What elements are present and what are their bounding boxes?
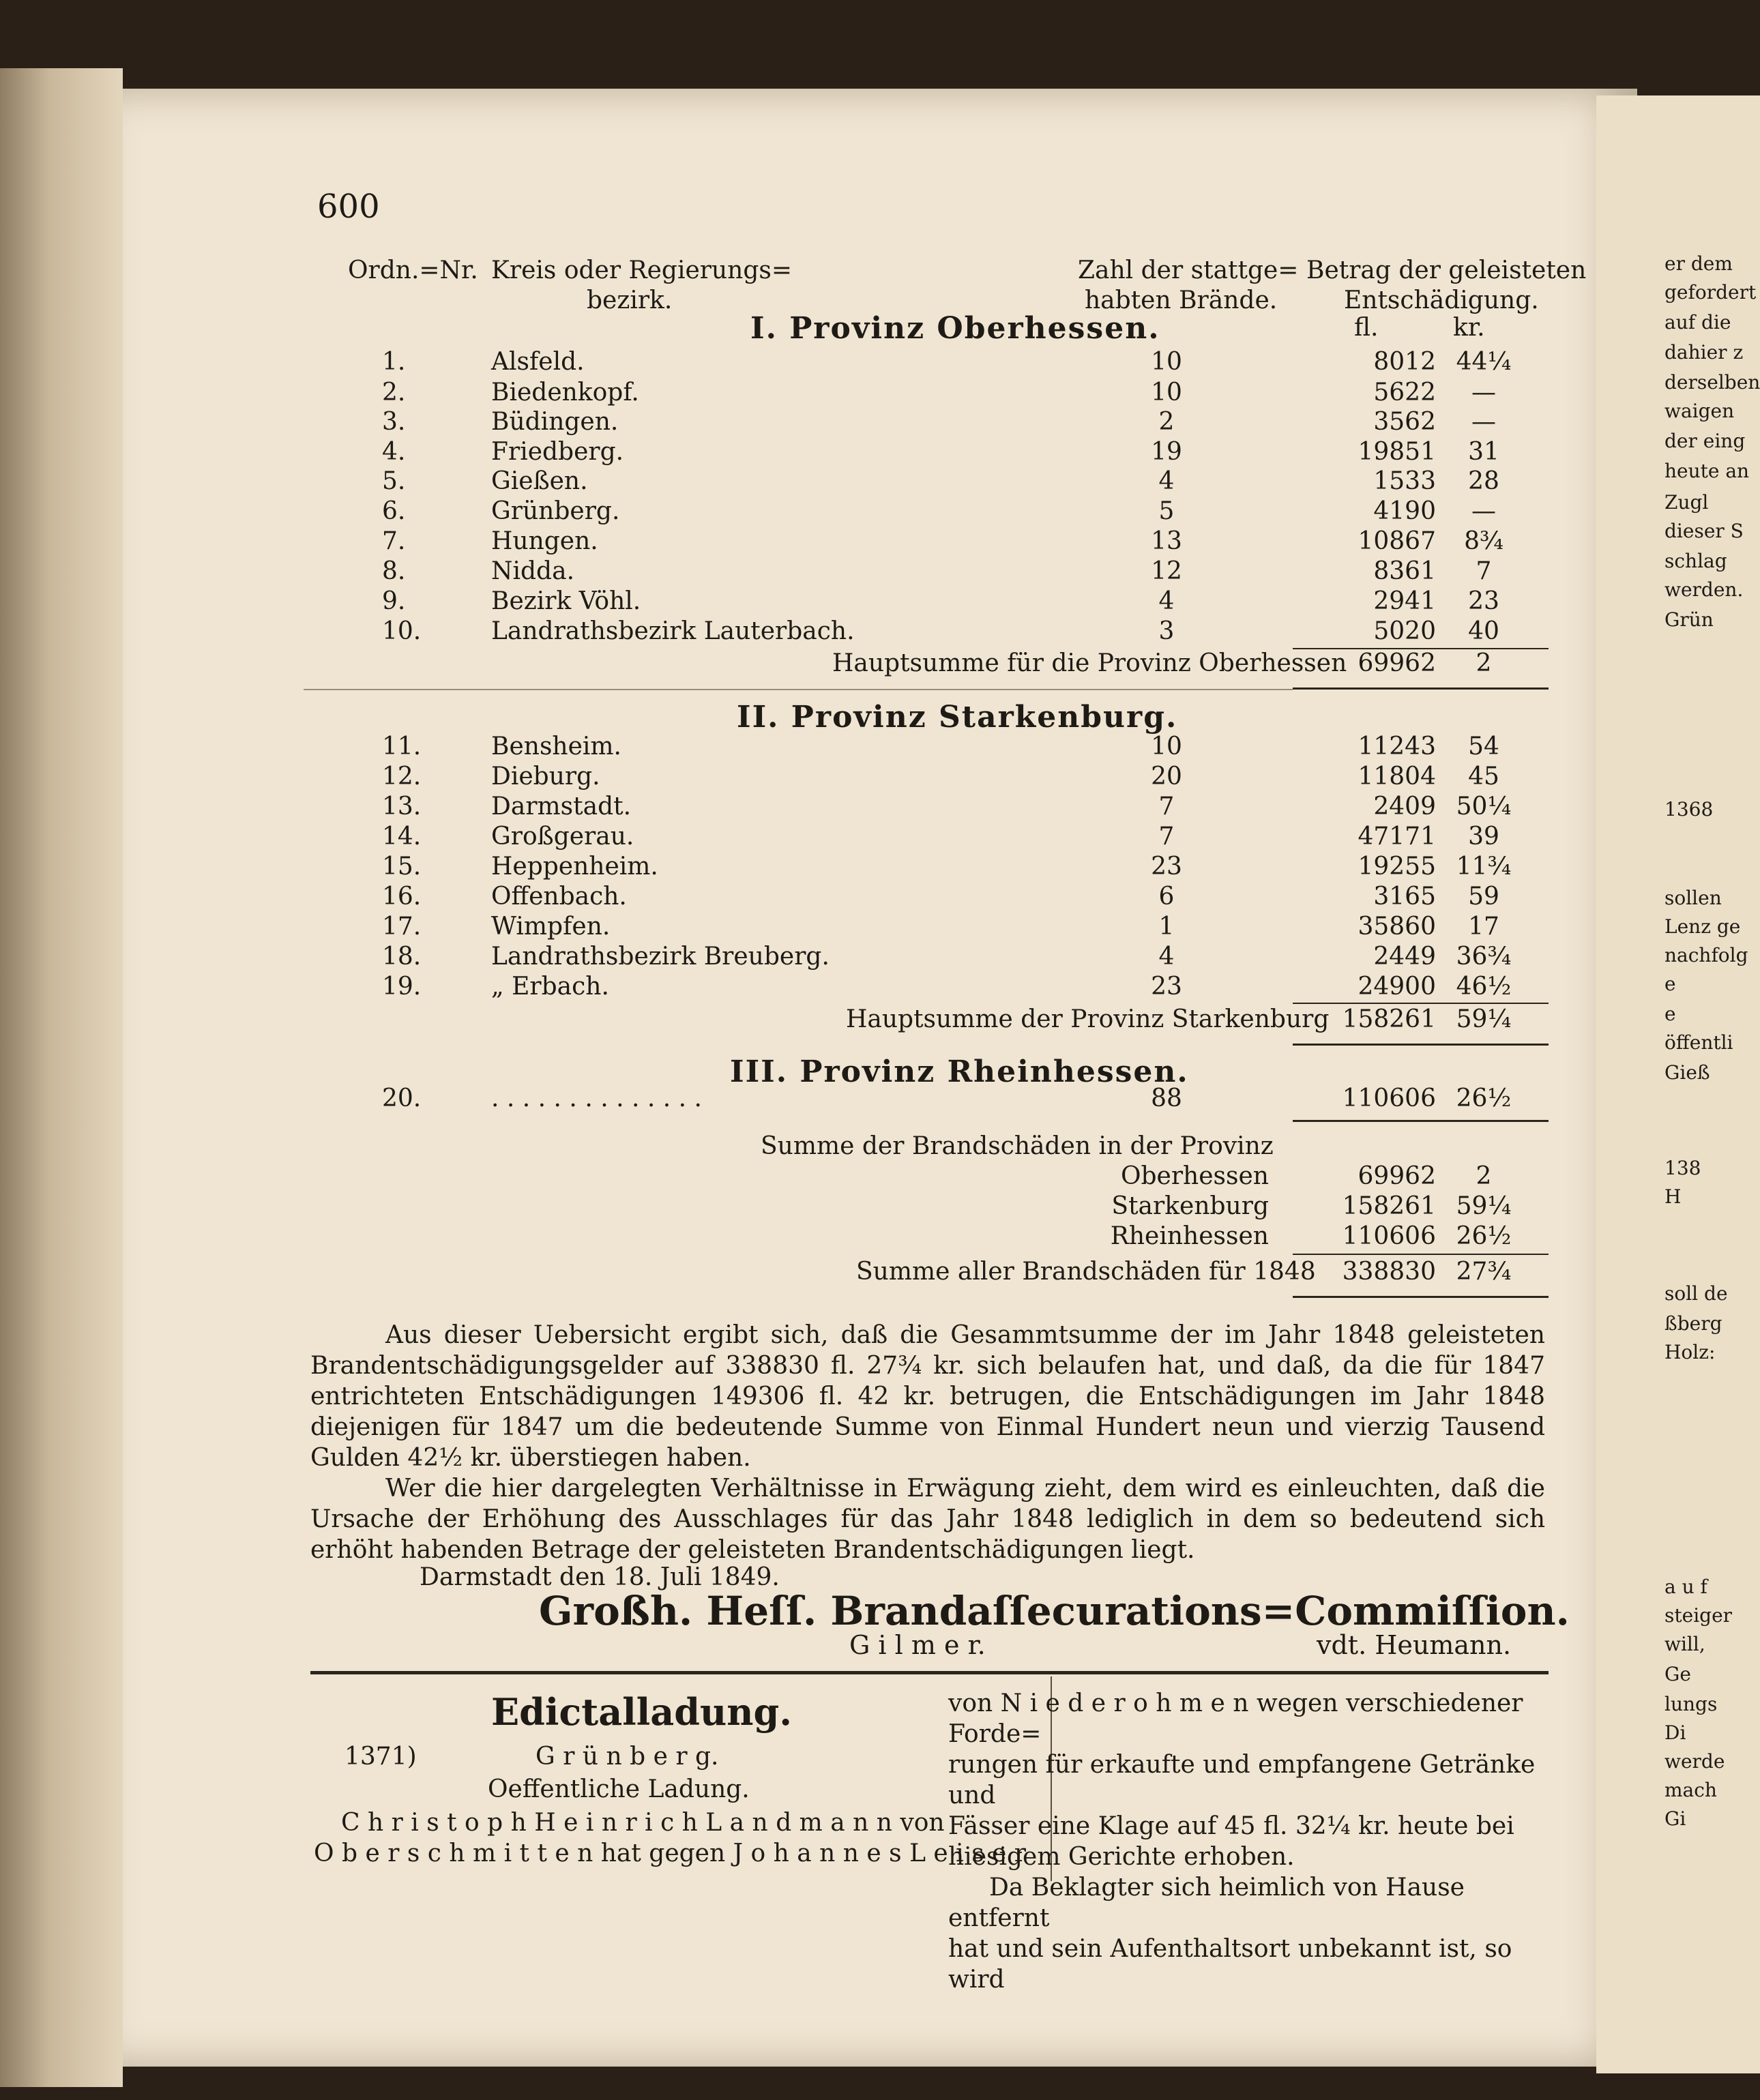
row-district: . . . . . . . . . . . . . . — [491, 1084, 702, 1112]
edict-right-line: hat und sein Aufenthaltsort unbekannt ist, so wird — [948, 1935, 1512, 1994]
row-amount-kr: 36¾ — [1456, 943, 1512, 971]
edict-place: G r ü n b e r g. — [536, 1743, 719, 1771]
row-number: 13. — [382, 793, 422, 820]
row-district: Grünberg. — [491, 497, 620, 525]
table-row — [0, 587, 1760, 617]
row-amount-fl: 3165 — [1373, 883, 1436, 911]
table-row — [0, 408, 1760, 438]
row-amount-fl: 8361 — [1373, 557, 1436, 585]
row-number: 16. — [382, 883, 422, 911]
row-fire-count: 4 — [1158, 587, 1175, 615]
summary-fl: 158261 — [1342, 1192, 1436, 1220]
total-label-starkenburg: Hauptsumme der Provinz Starkenburg — [846, 1005, 1330, 1033]
row-amount-kr: 23 — [1468, 587, 1499, 615]
row-number: 7. — [382, 527, 406, 555]
row-number: 9. — [382, 587, 406, 615]
facing-page-fragment: Di — [1664, 1721, 1686, 1744]
signer-gilmer: G i l m e r. — [849, 1630, 986, 1660]
rule — [1293, 1120, 1549, 1122]
table-row — [0, 1084, 1760, 1114]
rule — [1293, 1296, 1549, 1298]
summary-kr: 59¼ — [1456, 1192, 1512, 1220]
row-amount-kr: 46½ — [1456, 973, 1512, 1001]
row-amount-kr: 7 — [1476, 557, 1492, 585]
province-title-oberhessen: I. Provinz Oberhessen. — [750, 311, 1160, 346]
paragraph-conclusion: Wer die hier dargelegten Verhältnisse in Erwägung zieht, dem wird es einleuchten, daß die Ursache der Erhöhung des Ausschlages für das Jahr 1848 lediglich in dem so bedeutend sich erhöht habenden Betrage der geleisteten Brandentschädigungen liegt. — [310, 1475, 1545, 1564]
edict-left-column — [314, 1807, 1037, 1869]
row-amount-fl: 3562 — [1373, 408, 1436, 436]
facing-page-fragment: Grün — [1664, 608, 1714, 631]
row-amount-kr: 59 — [1468, 883, 1499, 911]
table-row — [0, 497, 1760, 527]
header-fl: fl. — [1354, 314, 1379, 342]
row-fire-count: 10 — [1151, 733, 1182, 760]
row-amount-fl: 5020 — [1373, 617, 1436, 645]
facing-page-fragment: sollen — [1664, 887, 1722, 909]
table-row — [0, 557, 1760, 587]
row-number: 4. — [382, 438, 406, 466]
total-fl-oberhessen: 69962 — [1358, 649, 1436, 677]
row-number: 18. — [382, 943, 422, 971]
table-row — [0, 379, 1760, 409]
row-number: 15. — [382, 853, 422, 881]
facing-page-fragment: steiger — [1664, 1604, 1733, 1627]
rule — [1293, 687, 1549, 690]
table-row — [0, 438, 1760, 468]
facing-page-fragment: H — [1664, 1185, 1682, 1208]
total-kr-oberhessen: 2 — [1476, 649, 1492, 677]
row-amount-fl: 35860 — [1358, 913, 1436, 941]
row-district: Landrathsbezirk Lauterbach. — [491, 617, 855, 645]
row-district: Wimpfen. — [491, 913, 611, 941]
edict-title: Edictalladung. — [491, 1690, 793, 1734]
facing-page-fragment: heute an — [1664, 460, 1750, 482]
row-amount-kr: 39 — [1468, 823, 1499, 851]
total-fl-starkenburg: 158261 — [1342, 1005, 1436, 1033]
row-district: Alsfeld. — [491, 348, 585, 376]
row-amount-kr: 50¼ — [1456, 793, 1512, 820]
grand-total-kr: 27¾ — [1456, 1258, 1512, 1286]
summary-province-name: Oberhessen — [1120, 1162, 1269, 1190]
row-fire-count: 7 — [1158, 793, 1175, 820]
facing-page-fragment: schlag — [1664, 550, 1727, 572]
row-amount-kr: 17 — [1468, 913, 1499, 941]
header-kreis-line2: bezirk. — [587, 286, 673, 314]
facing-page-fragment: Holz: — [1664, 1341, 1716, 1363]
row-amount-kr: 28 — [1468, 467, 1499, 495]
header-kreis-line1: Kreis oder Regierungs= — [491, 256, 793, 284]
row-number: 6. — [382, 497, 406, 525]
row-amount-kr: 11¾ — [1456, 853, 1512, 881]
header-count-line1: Zahl der stattge= — [1078, 256, 1299, 284]
row-fire-count: 1 — [1158, 913, 1175, 941]
row-number: 3. — [382, 408, 406, 436]
table-row — [0, 913, 1760, 943]
table-row — [0, 763, 1760, 793]
header-ordn-nr: Ordn.=Nr. — [348, 256, 478, 284]
table-row — [0, 883, 1760, 913]
row-amount-fl: 8012 — [1373, 348, 1436, 376]
summary-label: Summe der Brandschäden in der Provinz — [761, 1132, 1274, 1160]
row-amount-kr: 44¼ — [1456, 348, 1512, 376]
facing-page-fragment: 138 — [1664, 1157, 1701, 1179]
row-amount-fl: 2449 — [1373, 943, 1436, 971]
row-number: 11. — [382, 733, 422, 760]
row-amount-fl: 24900 — [1358, 973, 1436, 1001]
province-title-starkenburg: II. Provinz Starkenburg. — [737, 700, 1178, 735]
table-row — [0, 823, 1760, 853]
signer-vdt: vdt. Heumann. — [1317, 1630, 1512, 1660]
row-district: Bensheim. — [491, 733, 622, 760]
row-fire-count: 19 — [1151, 438, 1182, 466]
row-fire-count: 6 — [1158, 883, 1175, 911]
edict-right-line: rungen für erkaufte und empfangene Getränke und — [948, 1751, 1536, 1809]
facing-page-fragment: lungs — [1664, 1693, 1718, 1715]
row-fire-count: 7 — [1158, 823, 1175, 851]
total-label-oberhessen: Hauptsumme für die Provinz Oberhessen — [832, 649, 1347, 677]
row-district: Büdingen. — [491, 408, 619, 436]
row-amount-kr: 8¾ — [1464, 527, 1504, 555]
row-amount-fl: 47171 — [1358, 823, 1436, 851]
facing-page-fragment: Gieß — [1664, 1061, 1710, 1084]
row-district: Offenbach. — [491, 883, 627, 911]
edict-number: 1371) — [344, 1743, 417, 1771]
row-amount-kr: — — [1471, 497, 1496, 525]
row-amount-fl: 110606 — [1342, 1084, 1436, 1112]
row-number: 8. — [382, 557, 406, 585]
row-number: 5. — [382, 467, 406, 495]
row-district: Dieburg. — [491, 763, 600, 790]
row-fire-count: 4 — [1158, 943, 1175, 971]
summary-fl: 69962 — [1358, 1162, 1436, 1190]
edict-right-column — [948, 1688, 1549, 1995]
row-amount-kr: 26½ — [1456, 1084, 1512, 1112]
table-row — [0, 733, 1760, 763]
row-amount-fl: 19255 — [1358, 853, 1436, 881]
row-district: Hungen. — [491, 527, 598, 555]
table-row — [0, 943, 1760, 973]
row-amount-kr: 40 — [1468, 617, 1499, 645]
row-fire-count: 10 — [1151, 348, 1182, 376]
total-kr-starkenburg: 59¼ — [1456, 1005, 1512, 1033]
facing-page-fragment: ßberg — [1664, 1312, 1722, 1335]
grand-total-label: Summe aller Brandschäden für 1848 — [856, 1258, 1316, 1286]
summary-province-name: Rheinhessen — [1110, 1222, 1269, 1250]
table-row — [0, 617, 1760, 647]
row-amount-fl: 1533 — [1373, 467, 1436, 495]
edict-left-line: C h r i s t o p h H e i n r i c h L a n d m a n n von — [341, 1809, 945, 1837]
row-amount-fl: 2941 — [1373, 587, 1436, 615]
facing-page-fragment: werde — [1664, 1750, 1725, 1773]
facing-page-fragment: werden. — [1664, 578, 1744, 601]
rule — [1293, 1254, 1549, 1255]
facing-page-fragment: dahier z — [1664, 341, 1744, 364]
row-fire-count: 23 — [1151, 973, 1182, 1001]
row-fire-count: 88 — [1151, 1084, 1182, 1112]
row-number: 2. — [382, 379, 406, 406]
row-district: Friedberg. — [491, 438, 624, 466]
row-district: Heppenheim. — [491, 853, 658, 881]
paragraph-summary: Aus dieser Uebersicht ergibt sich, daß die Gesammtsumme der im Jahr 1848 geleisteten Brandentschädigungsgelder auf 338830 fl. 27¾ kr. sich belaufen hat, und daß, da die für 1847 entrichteten Entschädigungen 149306 fl. 42 kr. betrugen, die Entschädigungen im Jahr 1848 diejenigen für 1847 um die bedeutende Summe von Einmal Hundert neun und vierzig Tausend Gulden 42½ kr. überstiegen haben. — [310, 1321, 1545, 1472]
facing-page-fragment: auf die — [1664, 311, 1731, 334]
facing-page-fragment: dieser S — [1664, 520, 1744, 542]
facing-page-fragment: e — [1664, 1003, 1676, 1025]
facing-page-fragment: e — [1664, 973, 1676, 995]
row-amount-fl: 10867 — [1358, 527, 1436, 555]
rule — [1293, 1044, 1549, 1046]
row-fire-count: 5 — [1158, 497, 1175, 525]
facing-page-fragment: öffentli — [1664, 1031, 1733, 1054]
table-row — [0, 467, 1760, 497]
row-fire-count: 20 — [1151, 763, 1182, 790]
row-district: Darmstadt. — [491, 793, 632, 820]
facing-page-fragment: derselben — [1664, 371, 1760, 394]
table-row — [0, 793, 1760, 823]
date-line: Darmstadt den 18. Juli 1849. — [420, 1563, 780, 1591]
facing-page-fragment: will, — [1664, 1633, 1705, 1655]
row-amount-fl: 11243 — [1358, 733, 1436, 760]
row-amount-fl: 4190 — [1373, 497, 1436, 525]
table-row — [0, 853, 1760, 883]
row-amount-fl: 5622 — [1373, 379, 1436, 406]
summary-kr: 26½ — [1456, 1222, 1512, 1250]
row-amount-kr: 45 — [1468, 763, 1499, 790]
row-number: 1. — [382, 348, 406, 376]
facing-page-fragment: mach — [1664, 1779, 1717, 1801]
edict-right-line: hiesigem Gerichte erhoben. — [948, 1843, 1295, 1871]
row-number: 14. — [382, 823, 422, 851]
row-amount-kr: — — [1471, 408, 1496, 436]
header-count-line2: habten Brände. — [1085, 286, 1278, 314]
facing-page-fragment: Zugl — [1664, 491, 1709, 514]
row-number: 17. — [382, 913, 422, 941]
edict-left-line: O b e r s c h m i t t e n hat gegen J o h a n n e s L e i s e r — [314, 1839, 1026, 1867]
section-divider — [310, 1671, 1549, 1674]
row-district: Nidda. — [491, 557, 575, 585]
facing-page-fragment: 1368 — [1664, 798, 1714, 820]
facing-page-fragment: Gi — [1664, 1807, 1686, 1830]
edict-right-line: von N i e d e r o h m e n wegen verschiedener Forde= — [948, 1689, 1523, 1748]
row-amount-kr: — — [1471, 379, 1496, 406]
facing-page-fragment: er dem — [1664, 252, 1733, 275]
facing-page-fragment: gefordert — [1664, 281, 1757, 304]
header-kr: kr. — [1453, 314, 1485, 342]
facing-page-fragment: Lenz ge — [1664, 915, 1741, 938]
facing-page-fragment: a u f — [1664, 1576, 1707, 1598]
row-fire-count: 13 — [1151, 527, 1182, 555]
row-fire-count: 23 — [1151, 853, 1182, 881]
row-amount-kr: 54 — [1468, 733, 1499, 760]
province-title-rheinhessen: III. Provinz Rheinhessen. — [730, 1054, 1189, 1089]
row-fire-count: 10 — [1151, 379, 1182, 406]
table-row — [0, 348, 1760, 378]
row-amount-fl: 19851 — [1358, 438, 1436, 466]
commission-signature: Großh. Heſſ. Brandaſſecurations=Commiſſion. — [539, 1588, 1570, 1634]
row-fire-count: 4 — [1158, 467, 1175, 495]
row-district: „ Erbach. — [491, 973, 609, 1001]
edict-subtitle: Oeffentliche Ladung. — [488, 1775, 750, 1803]
summary-province-name: Starkenburg — [1111, 1192, 1269, 1220]
header-amount-line2: Entschädigung. — [1344, 286, 1539, 314]
summary-fl: 110606 — [1342, 1222, 1436, 1250]
table-row — [0, 527, 1760, 557]
row-amount-kr: 31 — [1468, 438, 1499, 466]
summary-kr: 2 — [1476, 1162, 1492, 1190]
row-fire-count: 3 — [1158, 617, 1175, 645]
row-district: Großgerau. — [491, 823, 634, 851]
facing-page-fragment: soll de — [1664, 1282, 1728, 1305]
row-district: Gießen. — [491, 467, 588, 495]
row-number: 12. — [382, 763, 422, 790]
row-district: Bezirk Vöhl. — [491, 587, 641, 615]
row-number: 20. — [382, 1084, 422, 1112]
table-row — [0, 973, 1760, 1003]
page-number: 600 — [317, 188, 380, 226]
header-amount-line1: Betrag der geleisteten — [1306, 256, 1587, 284]
facing-page-fragment: Ge — [1664, 1663, 1691, 1685]
rule — [1293, 1003, 1549, 1004]
facing-page-fragment: nachfolg — [1664, 944, 1748, 966]
rule — [304, 689, 1293, 690]
row-number: 19. — [382, 973, 422, 1001]
grand-total-fl: 338830 — [1342, 1258, 1436, 1286]
facing-page-fragment: waigen — [1664, 400, 1735, 422]
row-district: Biedenkopf. — [491, 379, 639, 406]
row-amount-fl: 11804 — [1358, 763, 1436, 790]
row-district: Landrathsbezirk Breuberg. — [491, 943, 830, 971]
row-amount-fl: 2409 — [1373, 793, 1436, 820]
edict-right-line: Fässer eine Klage auf 45 fl. 32¼ kr. heute bei — [948, 1812, 1514, 1840]
edict-right-line: Da Beklagter sich heimlich von Hause entfernt — [948, 1874, 1465, 1932]
facing-page-fragment: der eing — [1664, 430, 1746, 452]
row-number: 10. — [382, 617, 422, 645]
row-fire-count: 12 — [1151, 557, 1182, 585]
row-fire-count: 2 — [1158, 408, 1175, 436]
